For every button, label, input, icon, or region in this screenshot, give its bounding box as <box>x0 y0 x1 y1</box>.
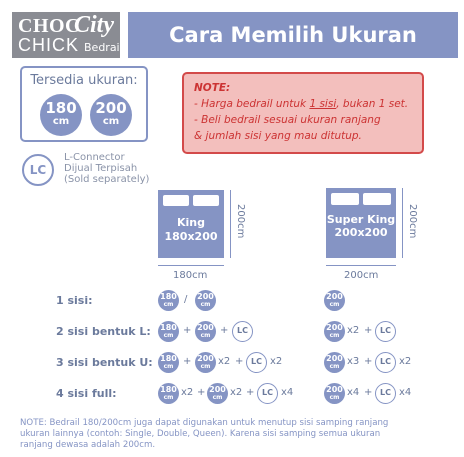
badge-200 <box>195 321 216 342</box>
pillow <box>331 193 359 205</box>
superking-width-line <box>326 265 396 266</box>
multiplier: x3 <box>347 356 360 367</box>
badge-unit: cm <box>163 301 174 308</box>
operator-plus: + <box>197 387 206 398</box>
available-sizes-label: Tersedia ukuran: <box>30 73 138 88</box>
operator-plus: + <box>364 387 373 398</box>
king-bed-name: King <box>177 216 205 229</box>
lc-badge: LC <box>375 321 396 342</box>
row-label-1-side: 1 sisi: <box>56 294 93 307</box>
note-line-1-underlined: 1 sisi <box>309 98 337 110</box>
multiplier: x2 <box>270 356 283 367</box>
multiplier: x2 <box>399 356 412 367</box>
badge-unit: cm <box>329 301 340 308</box>
brand-logo <box>12 12 123 58</box>
badge-number: 200 <box>197 323 214 332</box>
multiplier: x4 <box>347 387 360 398</box>
logo-chick: CHICK <box>18 35 80 55</box>
badge-unit: cm <box>212 394 223 401</box>
logo-city: City <box>74 12 114 38</box>
badge-number: 200 <box>197 354 214 363</box>
badge-unit: cm <box>329 394 340 401</box>
note-line-1-post: , bukan 1 set. <box>336 98 409 110</box>
badge-unit: cm <box>329 363 340 370</box>
badge-180 <box>158 321 179 342</box>
badge-number: 200 <box>209 385 226 394</box>
footer-note-line-1: NOTE: Bedrail 180/200cm juga dapat digunakan untuk menutup sisi samping ranjang <box>20 418 389 428</box>
multiplier: x4 <box>399 387 412 398</box>
badge-number: 200 <box>197 292 214 301</box>
badge-unit: cm <box>329 332 340 339</box>
king-width-label: 180cm <box>173 270 208 281</box>
king-bed-diagram <box>158 190 224 258</box>
size-badge-180 <box>40 94 82 136</box>
pillow <box>363 193 391 205</box>
note-title: NOTE: <box>194 82 231 94</box>
badge-unit: cm <box>200 301 211 308</box>
size-unit: cm <box>52 116 70 127</box>
multiplier: x2 <box>218 356 231 367</box>
badge-number: 200 <box>326 323 343 332</box>
operator-plus: + <box>183 325 192 336</box>
badge-200 <box>324 352 345 373</box>
badge-number: 180 <box>160 292 177 301</box>
lc-badge: LC <box>257 383 278 404</box>
badge-200 <box>195 352 216 373</box>
multiplier: x4 <box>281 387 294 398</box>
superking-width-label: 200cm <box>344 270 379 281</box>
badge-180 <box>158 352 179 373</box>
footer-note-line-2: ukuran lainnya (contoh: Single, Double, Queen). Karena sisi samping semua ukuran <box>20 429 381 439</box>
note-line-1 <box>194 98 408 110</box>
row-label-3-sides: 3 sisi bentuk U: <box>56 356 153 369</box>
logo-choc: CHOC <box>18 15 80 37</box>
superking-bed-diagram <box>326 188 396 258</box>
badge-number: 200 <box>326 354 343 363</box>
superking-length-label: 200cm <box>407 204 418 239</box>
row-label-2-sides: 2 sisi bentuk L: <box>56 325 151 338</box>
pillow <box>163 195 189 206</box>
multiplier: x2 <box>347 325 360 336</box>
size-unit: cm <box>102 116 120 127</box>
note-line-1-pre: - Harga bedrail untuk <box>194 98 310 110</box>
lc-badge: LC <box>22 154 54 186</box>
operator-plus: + <box>246 387 255 398</box>
note-line-3: & jumlah sisi yang mau ditutup. <box>194 130 362 142</box>
note-line-2: - Beli bedrail sesuai ukuran ranjang <box>194 114 381 126</box>
lc-badge: LC <box>375 383 396 404</box>
badge-unit: cm <box>163 332 174 339</box>
multiplier: x2 <box>181 387 194 398</box>
king-length-label: 200cm <box>235 204 246 239</box>
available-sizes-box <box>20 66 148 142</box>
superking-length-line <box>402 188 403 258</box>
badge-180 <box>158 290 179 311</box>
connector-line-2: Dijual Terpisah <box>64 163 138 174</box>
badge-200 <box>324 383 345 404</box>
badge-unit: cm <box>163 363 174 370</box>
badge-180 <box>158 383 179 404</box>
badge-number: 180 <box>160 323 177 332</box>
lc-badge: LC <box>246 352 267 373</box>
badge-unit: cm <box>200 332 211 339</box>
badge-number: 180 <box>160 354 177 363</box>
size-badge-200 <box>90 94 132 136</box>
badge-unit: cm <box>200 363 211 370</box>
operator-plus: + <box>235 356 244 367</box>
superking-bed-size: 200x200 <box>334 226 388 239</box>
header <box>0 0 464 66</box>
connector-line-3: (Sold separately) <box>64 174 150 185</box>
badge-200 <box>324 290 345 311</box>
king-width-line <box>158 265 224 266</box>
lc-badge: LC <box>375 352 396 373</box>
operator-plus: + <box>220 325 229 336</box>
badge-unit: cm <box>163 394 174 401</box>
badge-number: 200 <box>326 292 343 301</box>
row-label-4-sides: 4 sisi full: <box>56 387 117 400</box>
operator-plus: + <box>364 356 373 367</box>
operator-slash: / <box>184 294 188 305</box>
badge-200 <box>324 321 345 342</box>
badge-200 <box>195 290 216 311</box>
footer-note-line-3: ranjang dewasa adalah 200cm. <box>20 440 156 450</box>
multiplier: x2 <box>230 387 243 398</box>
logo-bedrail: Bedrail <box>84 41 123 54</box>
superking-bed-name: Super King <box>326 213 396 226</box>
lc-badge: LC <box>232 321 253 342</box>
connector-line-1: L-Connector <box>64 152 125 163</box>
operator-plus: + <box>183 356 192 367</box>
operator-plus: + <box>364 325 373 336</box>
size-number: 180 <box>45 99 77 117</box>
page-title: Cara Memilih Ukuran <box>128 12 458 58</box>
pillow <box>193 195 219 206</box>
king-bed-size: 180x200 <box>164 230 218 243</box>
size-number: 200 <box>95 99 127 117</box>
badge-number: 180 <box>160 385 177 394</box>
note-box <box>182 72 424 154</box>
badge-200 <box>207 383 228 404</box>
king-length-line <box>230 190 231 258</box>
badge-number: 200 <box>326 385 343 394</box>
